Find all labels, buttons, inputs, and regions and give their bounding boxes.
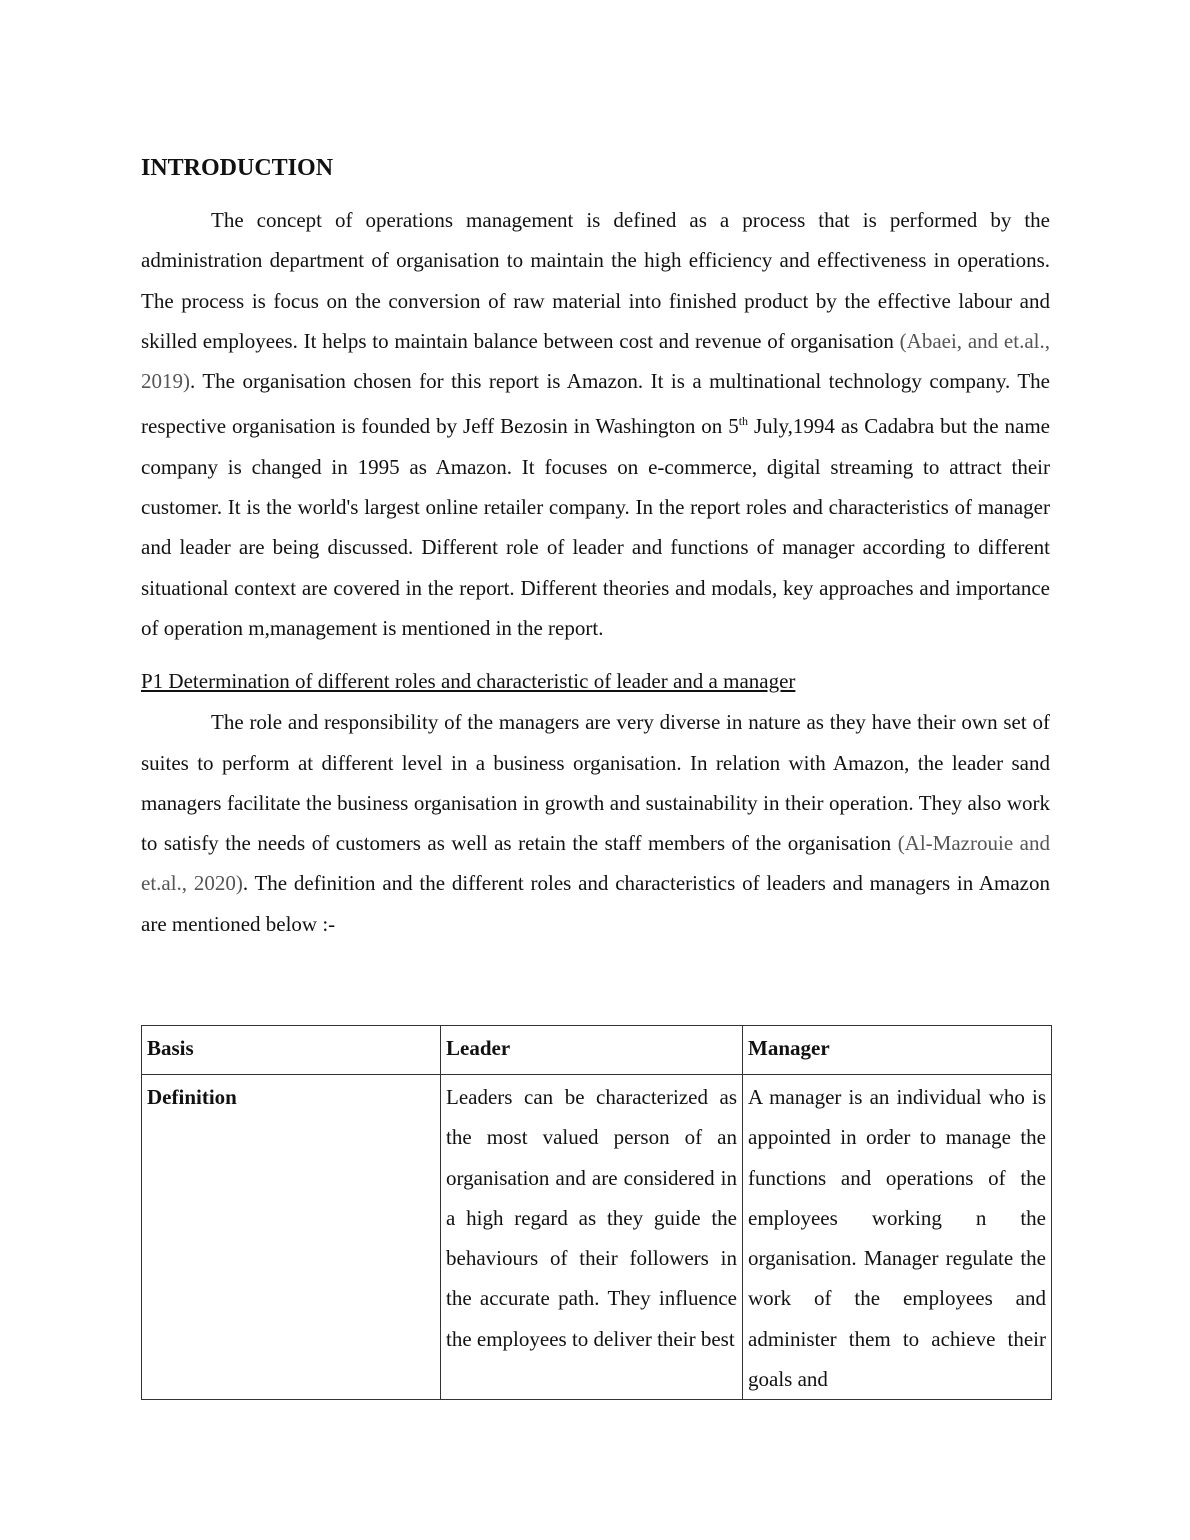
citation-al-mazrouie: (Al-Mazrouie and et.al., 2020) xyxy=(141,831,1050,896)
cell-leader-definition: Leaders can be characterized as the most valued person of an organisation and are considered in a high regard as they guide the behaviours of their followers in the accurate path. They influence the employees to deliver their best xyxy=(441,1075,743,1400)
p1-text-2: . The definition and the different roles and characteristics of leaders and managers in Amazon are mentioned below :- xyxy=(141,871,1050,936)
citation-abaei: (Abaei, and et.al., 2019) xyxy=(141,328,1050,394)
header-basis: Basis xyxy=(142,1026,441,1075)
header-leader: Leader xyxy=(441,1026,743,1075)
intro-paragraph xyxy=(141,200,1050,648)
header-manager: Manager xyxy=(743,1026,1052,1075)
cell-basis-definition: Definition xyxy=(142,1075,441,1400)
intro-text-1: The concept of operations management is defined as a process that is performed by the administration department of organisation to maintain the high efficiency and effectiveness in operations. The process is focus on the conversion of raw material into finished product by the effective labour and skilled employees. It helps to maintain balance between cost and revenue of organisation xyxy=(141,208,1050,353)
section-p1-paragraph xyxy=(141,702,1050,944)
cell-manager-definition: A manager is an individual who is appointed in order to manage the functions and operations of the employees working n the organisation. Manager regulate the work of the employees and administer them to achieve their goals and xyxy=(743,1075,1052,1400)
leader-manager-table xyxy=(141,1025,1052,1400)
intro-heading: INTRODUCTION xyxy=(141,155,334,181)
table-header-row xyxy=(142,1026,1052,1075)
intro-text-2: . The organisation chosen for this report is Amazon. It is a multinational technology company. The respective organisation is founded by Jeff Bezosin in Washington on 5 xyxy=(141,369,1050,439)
p1-text-1: The role and responsibility of the managers are very diverse in nature as they have their own set of suites to perform at different level in a business organisation. In relation with Amazon, the leader sand managers facilitate the business organisation in growth and sustainability in their operation. They also work to satisfy the needs of customers as well as retain the staff members of the organisation xyxy=(141,710,1050,856)
superscript-th: th xyxy=(738,414,749,429)
table-row xyxy=(142,1075,1052,1400)
intro-text-3: July,1994 as Cadabra but the name company is changed in 1995 as Amazon. It focuses on e-commerce, digital streaming to attract their customer. It is the world's largest online retailer company. In the report roles and characteristics of manager and leader are being discussed. Different role of leader and functions of manager according to different situational context are covered in the report. Different theories and modals, key approaches and importance of operation m,management is mentioned in the report. xyxy=(141,414,1050,640)
section-p1-title: P1 Determination of different roles and characteristic of leader and a manager xyxy=(141,669,796,694)
document-page xyxy=(141,150,1050,944)
